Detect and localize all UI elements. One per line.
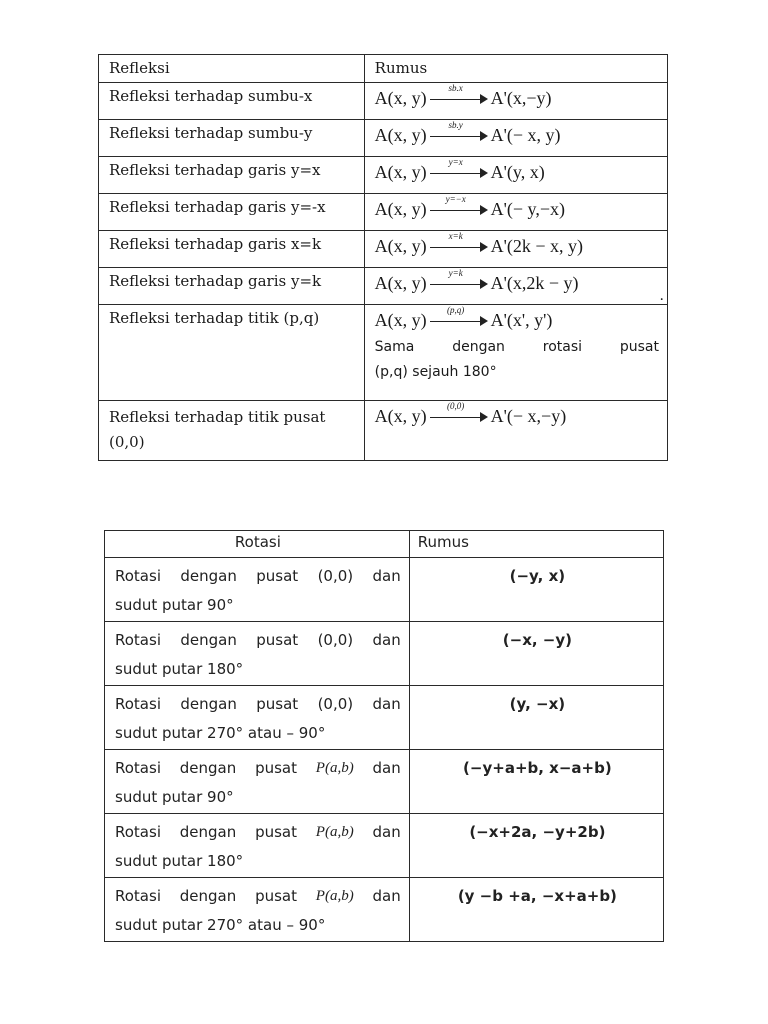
refleksi-label: Refleksi terhadap sumbu-y	[99, 119, 365, 156]
note-word: pusat	[619, 339, 659, 356]
refleksi-label: Refleksi terhadap garis y=k	[99, 267, 365, 304]
formula-rhs: A'(x', y')	[490, 309, 553, 330]
refleksi-formula	[364, 267, 667, 304]
rotasi-header-row	[105, 531, 664, 558]
rotasi-word: dengan	[180, 631, 237, 649]
rotasi-word: pusat	[256, 695, 299, 713]
rotasi-word: dan	[372, 887, 401, 905]
rotasi-label	[105, 622, 410, 686]
rotasi-row	[105, 814, 664, 878]
rotasi-word: (0,0)	[317, 631, 354, 649]
rotasi-word: Rotasi	[115, 631, 161, 649]
refleksi-formula	[364, 193, 667, 230]
mapping-arrow-icon	[430, 401, 488, 425]
note-line: (p,q) sejauh 180°	[374, 363, 497, 380]
rotasi-row	[105, 750, 664, 814]
formula-lhs: A(x, y)	[374, 87, 427, 108]
rotasi-word: pusat	[256, 567, 299, 585]
refleksi-label: Refleksi terhadap titik (p,q)	[99, 304, 365, 400]
rotasi-label	[105, 558, 410, 622]
mapping-arrow-icon	[430, 83, 488, 107]
formula-rhs: A'(x,2k − y)	[490, 272, 579, 293]
refleksi-row	[99, 267, 668, 304]
rotasi-header-col2: Rumus	[409, 531, 663, 558]
formula-lhs: A(x, y)	[374, 272, 427, 293]
refleksi-label: Refleksi terhadap titik pusat (0,0)	[99, 400, 365, 460]
arrow-label: (0,0)	[447, 401, 465, 411]
mapping-arrow-icon	[430, 157, 488, 181]
refleksi-row	[99, 230, 668, 267]
refleksi-label: Refleksi terhadap garis x=k	[99, 230, 365, 267]
refleksi-label: Refleksi terhadap garis y=x	[99, 156, 365, 193]
rotasi-word: pusat	[255, 823, 297, 841]
formula-lhs: A(x, y)	[374, 235, 427, 256]
rotasi-row	[105, 558, 664, 622]
rotasi-word: P(a,b)	[315, 760, 354, 776]
mapping-arrow-icon	[430, 231, 488, 255]
rotasi-label	[105, 750, 410, 814]
formula-rhs: A'(− x, y)	[490, 124, 561, 145]
refleksi-table	[98, 54, 668, 461]
rotasi-word: (0,0)	[317, 567, 354, 585]
rotasi-angle: sudut putar 180°	[115, 851, 244, 870]
refleksi-formula	[364, 119, 667, 156]
rotasi-row	[105, 686, 664, 750]
refleksi-formula	[364, 156, 667, 193]
arrow-label: y=x	[448, 157, 463, 167]
rotasi-word: dengan	[180, 695, 237, 713]
rotasi-word: Rotasi	[115, 823, 161, 841]
rotasi-word: dengan	[179, 887, 237, 905]
rotasi-row	[105, 878, 664, 942]
rotasi-word: dan	[372, 759, 401, 777]
refleksi-formula	[364, 82, 667, 119]
rotasi-angle: sudut putar 270° atau – 90°	[115, 915, 326, 934]
formula-rhs: A'(y, x)	[490, 161, 545, 182]
refleksi-header-row	[99, 55, 668, 83]
rotasi-table	[104, 530, 664, 942]
refleksi-label: Refleksi terhadap garis y=-x	[99, 193, 365, 230]
refleksi-note	[375, 335, 659, 384]
refleksi-label: Refleksi terhadap sumbu-x	[99, 82, 365, 119]
rotasi-word: dengan	[180, 567, 237, 585]
formula-lhs: A(x, y)	[374, 405, 427, 426]
rotasi-word: dengan	[179, 759, 237, 777]
formula-rhs: A'(x,−y)	[490, 87, 552, 108]
formula-rhs: A'(2k − x, y)	[490, 235, 584, 256]
rotasi-formula: (−x+2a, −y+2b)	[409, 814, 663, 878]
rotasi-formula: (−x, −y)	[409, 622, 663, 686]
refleksi-row	[99, 156, 668, 193]
refleksi-formula	[364, 230, 667, 267]
rotasi-word: pusat	[255, 759, 297, 777]
note-word: Sama	[374, 339, 415, 356]
rotasi-word: dan	[372, 631, 401, 649]
rotasi-word: (0,0)	[317, 695, 354, 713]
formula-lhs: A(x, y)	[374, 124, 427, 145]
rotasi-formula: (−y+a+b, x−a+b)	[409, 750, 663, 814]
arrow-label: sb.y	[448, 120, 463, 130]
rotasi-row	[105, 622, 664, 686]
formula-lhs: A(x, y)	[374, 309, 427, 330]
rotasi-angle: sudut putar 90°	[115, 787, 234, 806]
mapping-arrow-icon	[430, 268, 488, 292]
rotasi-word: Rotasi	[115, 567, 161, 585]
formula-lhs: A(x, y)	[374, 161, 427, 182]
refleksi-formula	[364, 304, 667, 400]
rotasi-word: pusat	[256, 631, 299, 649]
rotasi-label	[105, 814, 410, 878]
formula-rhs: A'(− y,−x)	[490, 198, 566, 219]
refleksi-formula	[364, 400, 667, 460]
formula-lhs: A(x, y)	[374, 198, 427, 219]
rotasi-word: Rotasi	[115, 695, 161, 713]
rotasi-formula: (y, −x)	[409, 686, 663, 750]
rotasi-angle: sudut putar 270° atau – 90°	[115, 723, 326, 742]
formula-rhs: A'(− x,−y)	[490, 405, 567, 426]
refleksi-row	[99, 119, 668, 156]
arrow-label: y=−x	[445, 194, 466, 204]
rotasi-header-col1: Rotasi	[105, 531, 410, 558]
refleksi-header-col2: Rumus	[364, 55, 667, 83]
refleksi-header-col1: Refleksi	[99, 55, 365, 83]
rotasi-word: Rotasi	[115, 887, 161, 905]
rotasi-word: Rotasi	[115, 759, 161, 777]
arrow-label: x=k	[448, 231, 463, 241]
arrow-label: (p,q)	[447, 305, 465, 315]
refleksi-row	[99, 82, 668, 119]
note-word: rotasi	[542, 339, 583, 356]
rotasi-word: P(a,b)	[315, 824, 354, 840]
stray-mark: .	[659, 288, 664, 304]
rotasi-formula: (y −b +a, −x+a+b)	[409, 878, 663, 942]
rotasi-angle: sudut putar 90°	[115, 595, 234, 614]
rotasi-word: dengan	[179, 823, 237, 841]
rotasi-word: dan	[372, 567, 401, 585]
mapping-arrow-icon	[430, 120, 488, 144]
refleksi-row	[99, 400, 668, 460]
rotasi-label	[105, 686, 410, 750]
mapping-arrow-icon	[430, 194, 488, 218]
rotasi-word: dan	[372, 823, 401, 841]
refleksi-row	[99, 193, 668, 230]
rotasi-formula: (−y, x)	[409, 558, 663, 622]
arrow-label: y=k	[448, 268, 463, 278]
note-word: dengan	[452, 339, 505, 356]
rotasi-word: pusat	[255, 887, 297, 905]
refleksi-row	[99, 304, 668, 400]
arrow-label: sb.x	[448, 83, 463, 93]
rotasi-angle: sudut putar 180°	[115, 659, 244, 678]
mapping-arrow-icon	[430, 305, 488, 329]
rotasi-word: dan	[372, 695, 401, 713]
rotasi-word: P(a,b)	[315, 888, 354, 904]
rotasi-label	[105, 878, 410, 942]
